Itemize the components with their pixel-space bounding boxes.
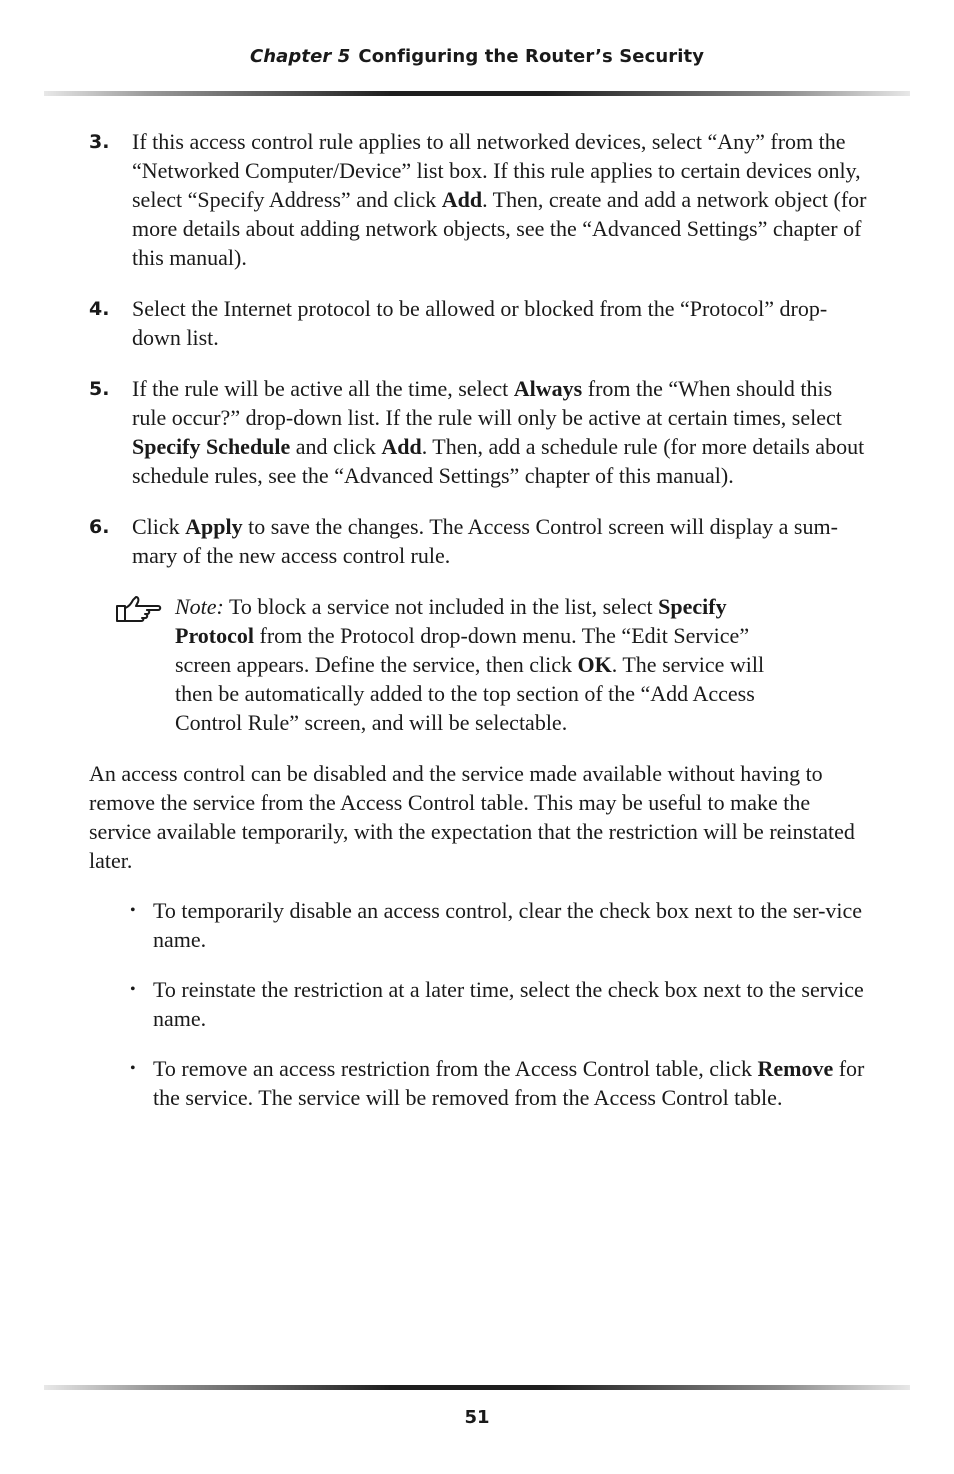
step-3 (89, 127, 869, 272)
pointing-hand-icon (114, 594, 166, 624)
step-emphasis: Specify Schedule (132, 434, 291, 459)
bullet-text: To reinstate the restriction at a later time, select the check box next to the service name. (153, 977, 864, 1031)
step-text: . Then, create and add a network object (for more details about adding network objects, see the “Advanced Settings” chapter of this manual). (132, 187, 867, 270)
step-text: from the “When should this rule occur?” drop-down list. If the rule will only be active at certain times, select (132, 376, 842, 430)
step-emphasis: Apply (185, 514, 243, 539)
header-rule (44, 91, 910, 96)
note-text: To block a service not included in the list, select (223, 594, 659, 619)
step-number: 5. (89, 378, 110, 400)
step-text: Click (132, 514, 186, 539)
step-text: Select the Internet protocol to be allowed or blocked from the “Protocol” drop-down list. (132, 296, 828, 350)
bullet-item (89, 975, 869, 1033)
bullet-item (89, 896, 869, 954)
step-emphasis: Add (381, 434, 422, 459)
note-block (89, 592, 775, 737)
step-emphasis: Always (513, 376, 583, 401)
bullet-emphasis: Remove (757, 1056, 834, 1081)
step-text: If this access control rule applies to all networked devices, select “Any” from the “Networked Computer/Device” list box. If this rule applies to certain devices only, select “Specify Address” and click (132, 129, 861, 212)
bullet-marker: • (130, 902, 136, 919)
note-label: Note: (175, 594, 224, 619)
bullet-text: To temporarily disable an access control, clear the check box next to the ser-vice name. (153, 898, 863, 952)
bullet-item (89, 1054, 869, 1112)
note-text: . The service will then be automatically added to the top section of the “Add Access Control Rule” screen, and will be selectable. (175, 652, 765, 735)
bullet-text: for the service. The service will be removed from the Access Control table. (153, 1056, 865, 1110)
footer-rule (44, 1385, 910, 1390)
bullet-marker: • (130, 981, 136, 998)
bullet-marker: • (130, 1060, 136, 1077)
page-body (89, 127, 869, 1133)
step-number: 4. (89, 298, 110, 320)
step-text: and click (290, 434, 382, 459)
note-emphasis: OK (577, 652, 612, 677)
step-5 (89, 374, 869, 490)
note-emphasis: Specify Protocol (175, 594, 727, 648)
step-text: If the rule will be active all the time, select (132, 376, 514, 401)
chapter-label: Chapter 5 (249, 46, 351, 67)
note-text: from the Protocol drop-down menu. The “Edit Service” screen appears. Define the service, then click (175, 623, 750, 677)
bullet-text: To remove an access restriction from the Access Control table, click (153, 1056, 758, 1081)
step-4 (89, 294, 869, 352)
chapter-title: Configuring the Router’s Security (358, 46, 705, 67)
step-number: 6. (89, 516, 110, 538)
running-header (0, 46, 954, 67)
step-emphasis: Add (441, 187, 483, 212)
step-number: 3. (89, 131, 110, 153)
step-text: . Then, add a schedule rule (for more details about schedule rules, see the “Advanced Settings” chapter of this manual). (132, 434, 865, 488)
step-6 (89, 512, 869, 570)
body-paragraph: An access control can be disabled and the service made available without having to remove the service from the Access Control table. This may be useful to make the service available temporarily, with the expectation that the restriction will be reinstated later. (89, 761, 855, 873)
page-number: 51 (464, 1407, 490, 1428)
step-text: to save the changes. The Access Control screen will display a sum-mary of the new access control rule. (132, 514, 838, 568)
